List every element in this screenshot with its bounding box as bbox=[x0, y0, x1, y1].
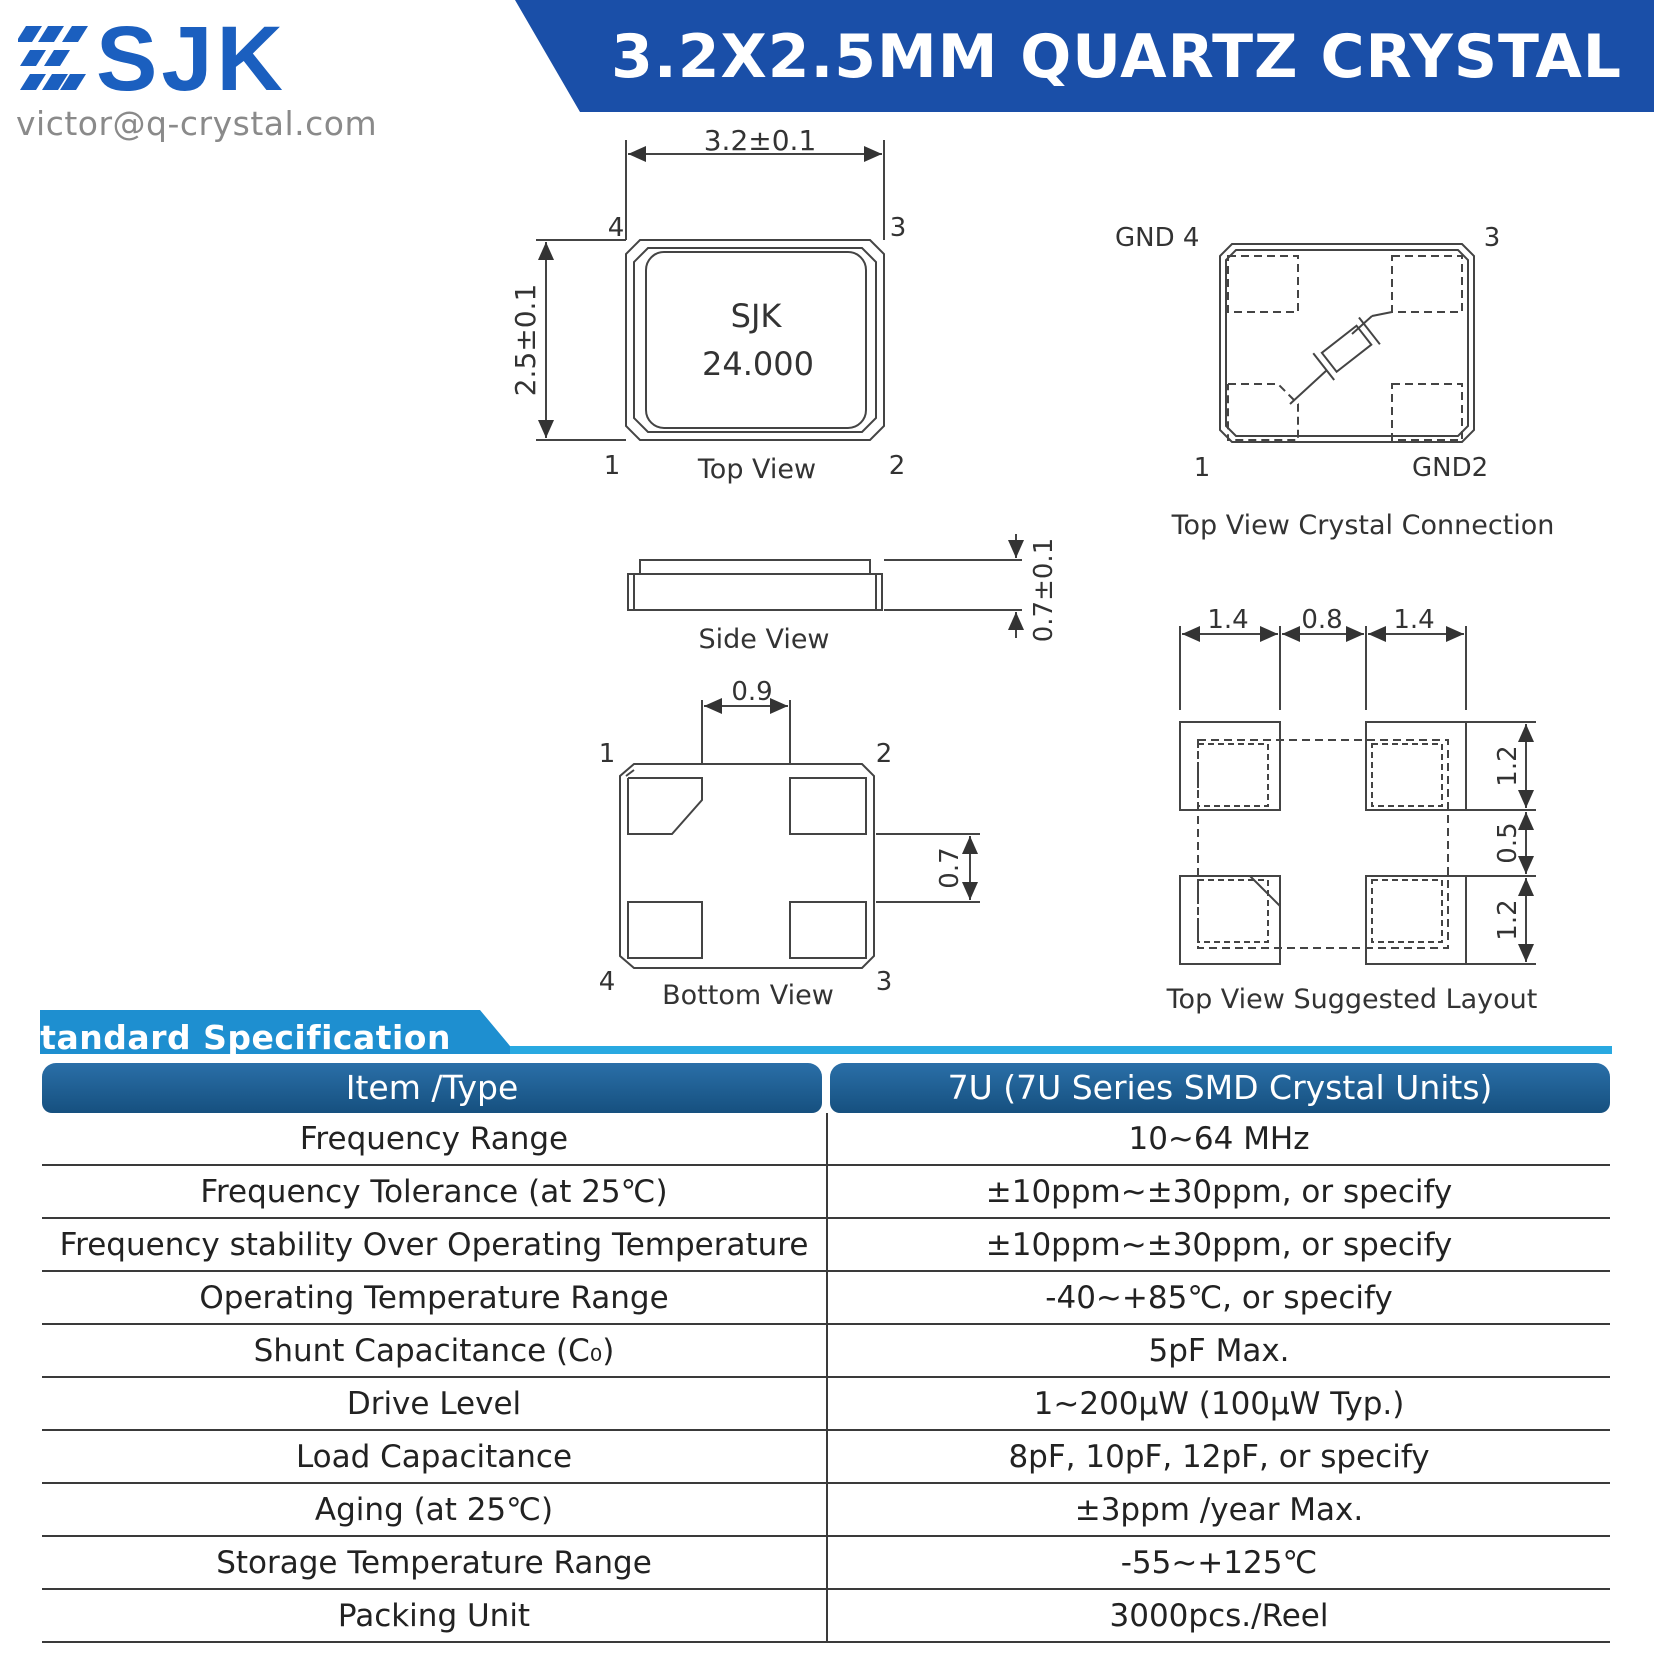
top-view-height-dim: 2.5±0.1 bbox=[509, 283, 542, 397]
logo-text: SJK bbox=[96, 18, 287, 108]
spec-item: Aging (at 25℃) bbox=[42, 1483, 827, 1536]
spec-value: 8pF, 10pF, 12pF, or specify bbox=[827, 1430, 1610, 1483]
bottom-view-pin-1: 1 bbox=[598, 739, 616, 769]
spec-item: Shunt Capacitance (C₀) bbox=[42, 1324, 827, 1377]
spec-value: -55~+125℃ bbox=[827, 1536, 1610, 1589]
spec-header-type: 7U (7U Series SMD Crystal Units) bbox=[830, 1063, 1610, 1113]
spec-table bbox=[42, 1113, 1610, 1643]
top-view-width-dim: 3.2±0.1 bbox=[703, 124, 817, 157]
bottom-view-dim-right: 0.7 bbox=[935, 847, 965, 889]
spec-value: -40~+85℃, or specify bbox=[827, 1271, 1610, 1324]
connection-pin-gnd4: GND 4 bbox=[1115, 223, 1200, 253]
marking-frequency: 24.000 bbox=[702, 345, 814, 383]
page-title: 3.2X2.5MM QUARTZ CRYSTAL bbox=[611, 22, 1622, 92]
spec-value: ±10ppm~±30ppm, or specify bbox=[827, 1165, 1610, 1218]
table-row bbox=[42, 1377, 1610, 1430]
spec-section-title: Standard Specification bbox=[16, 1018, 451, 1057]
spec-value: 3000pcs./Reel bbox=[827, 1589, 1610, 1642]
top-view bbox=[536, 140, 884, 440]
top-view-pin-4: 4 bbox=[607, 213, 625, 243]
bottom-view-pin-2: 2 bbox=[875, 739, 893, 769]
bottom-view-pin-3: 3 bbox=[875, 967, 893, 997]
connection-caption: Top View Crystal Connection bbox=[1171, 510, 1555, 541]
marking-brand: SJK bbox=[730, 297, 782, 335]
spec-item: Frequency Tolerance (at 25℃) bbox=[42, 1165, 827, 1218]
top-view-pin-3: 3 bbox=[889, 213, 907, 243]
table-row bbox=[42, 1324, 1610, 1377]
top-view-pin-2: 2 bbox=[888, 451, 906, 481]
spec-value: ±10ppm~±30ppm, or specify bbox=[827, 1218, 1610, 1271]
spec-item: Frequency stability Over Operating Temperature bbox=[42, 1218, 827, 1271]
bottom-view-caption: Bottom View bbox=[662, 980, 834, 1011]
layout-dim-gap-v: 0.5 bbox=[1493, 822, 1523, 864]
contact-email[interactable]: victor@q-crystal.com bbox=[16, 104, 378, 143]
spec-value: ±3ppm /year Max. bbox=[827, 1483, 1610, 1536]
table-row bbox=[42, 1483, 1610, 1536]
side-view-height-dim: 0.7±0.1 bbox=[1029, 537, 1059, 643]
layout-dim-h1: 1.2 bbox=[1493, 745, 1523, 787]
table-row bbox=[42, 1113, 1610, 1165]
table-row bbox=[42, 1536, 1610, 1589]
spec-item: Frequency Range bbox=[42, 1113, 827, 1165]
connection-pin-gnd2: GND2 bbox=[1412, 453, 1489, 483]
table-row bbox=[42, 1430, 1610, 1483]
side-view-caption: Side View bbox=[698, 624, 830, 655]
spec-value: 1~200μW (100μW Typ.) bbox=[827, 1377, 1610, 1430]
layout-dim-h2: 1.2 bbox=[1493, 899, 1523, 941]
table-row bbox=[42, 1165, 1610, 1218]
crystal-connection-diagram bbox=[1220, 244, 1474, 442]
bottom-view bbox=[620, 700, 980, 968]
spec-item: Operating Temperature Range bbox=[42, 1271, 827, 1324]
top-view-pin-1: 1 bbox=[603, 451, 621, 481]
table-row bbox=[42, 1271, 1610, 1324]
connection-pin-1: 1 bbox=[1193, 453, 1211, 483]
spec-header-item: Item /Type bbox=[42, 1063, 822, 1113]
spec-item: Packing Unit bbox=[42, 1589, 827, 1642]
connection-pin-3: 3 bbox=[1483, 223, 1501, 253]
bottom-view-dim-top: 0.9 bbox=[731, 677, 773, 707]
spec-item: Drive Level bbox=[42, 1377, 827, 1430]
layout-caption: Top View Suggested Layout bbox=[1166, 984, 1538, 1015]
layout-dim-w2: 1.4 bbox=[1393, 605, 1435, 635]
spec-value: 10~64 MHz bbox=[827, 1113, 1610, 1165]
spec-item: Load Capacitance bbox=[42, 1430, 827, 1483]
layout-dim-gap: 0.8 bbox=[1301, 605, 1343, 635]
table-row bbox=[42, 1589, 1610, 1642]
bottom-view-pin-4: 4 bbox=[598, 967, 616, 997]
spec-item: Storage Temperature Range bbox=[42, 1536, 827, 1589]
layout-dim-w1: 1.4 bbox=[1207, 605, 1249, 635]
suggested-layout bbox=[1180, 626, 1536, 964]
top-view-caption: Top View bbox=[697, 454, 817, 485]
side-view bbox=[628, 534, 1022, 638]
table-row bbox=[42, 1218, 1610, 1271]
spec-value: 5pF Max. bbox=[827, 1324, 1610, 1377]
